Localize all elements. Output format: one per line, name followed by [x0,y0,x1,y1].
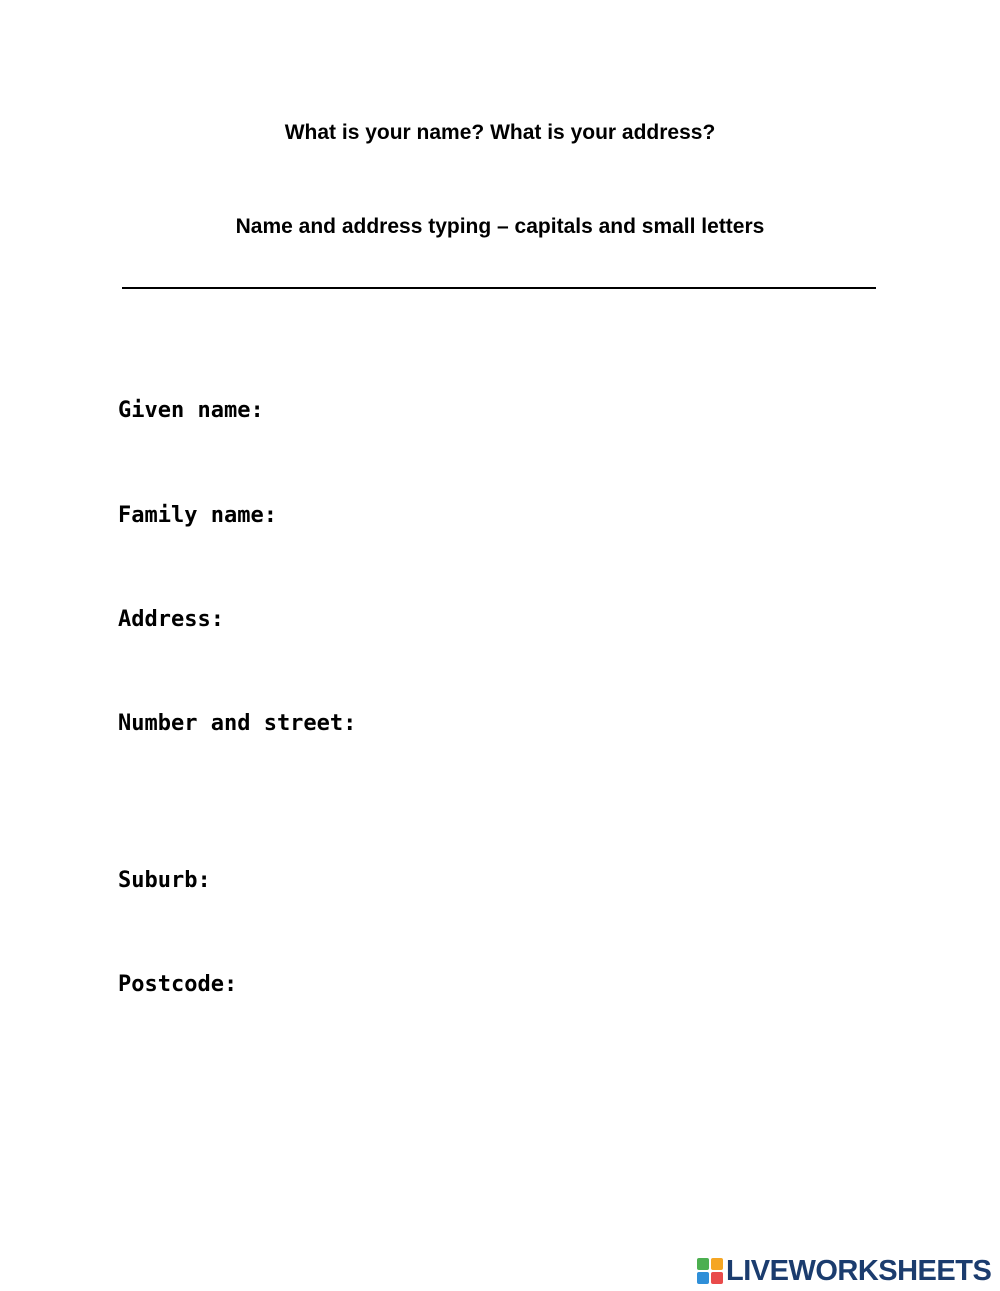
number-and-street-label: Number and street: [118,711,357,736]
liveworksheets-wordmark: LIVEWORKSHEETS [726,1255,992,1287]
liveworksheets-brand [697,1256,991,1286]
suburb-label: Suburb: [118,868,211,893]
liveworksheets-logo-icon [697,1258,723,1284]
logo-square-orange [711,1258,723,1270]
logo-square-green [697,1258,709,1270]
given-name-label: Given name: [118,398,264,423]
worksheet-title: What is your name? What is your address? [284,121,716,144]
title-divider-line [122,287,876,289]
address-label: Address: [118,607,224,632]
logo-square-red [711,1272,723,1284]
postcode-label: Postcode: [118,972,238,997]
logo-square-blue [697,1272,709,1284]
worksheet-subtitle: Name and address typing – capitals and small letters [235,215,765,238]
family-name-label: Family name: [118,503,277,528]
